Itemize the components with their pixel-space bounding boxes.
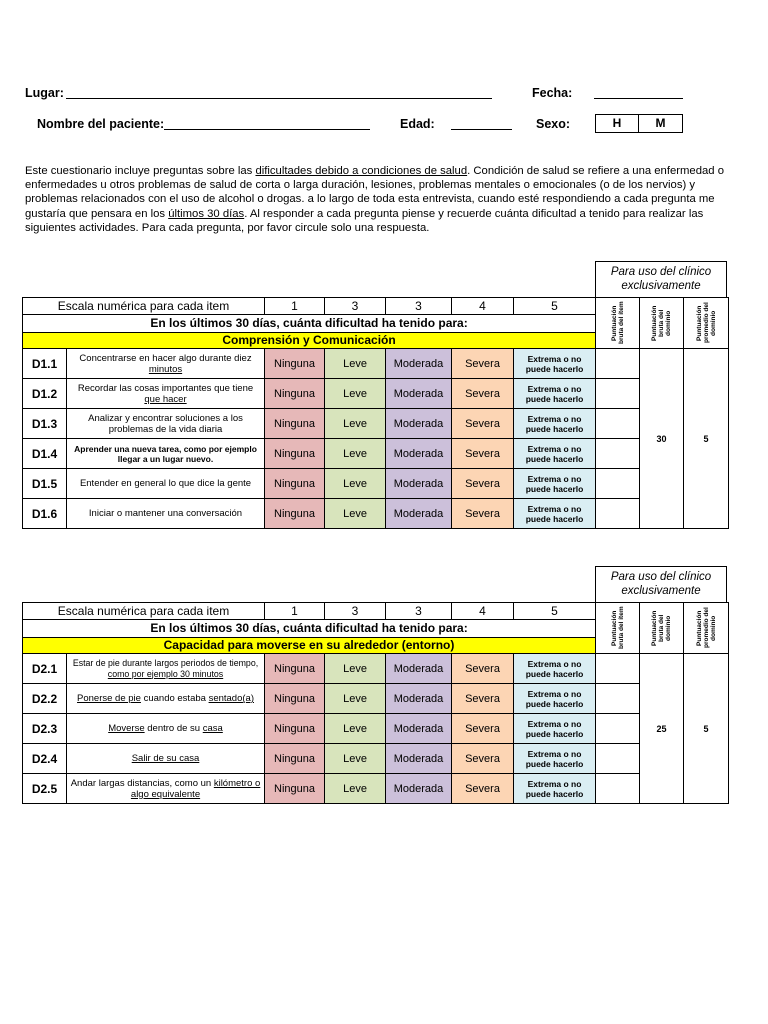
option-extrema[interactable]: Extrema o no puede hacerlo <box>514 409 596 439</box>
item-code: D2.5 <box>23 774 67 804</box>
item-question: Recordar las cosas importantes que tiene que hacer <box>67 379 265 409</box>
table-row <box>23 774 729 804</box>
item-question: Estar de pie durante largos periodos de tiempo, como por ejemplo 30 minutos <box>67 654 265 684</box>
option-leve[interactable]: Leve <box>325 774 386 804</box>
option-ninguna[interactable]: Ninguna <box>265 684 325 714</box>
option-severa[interactable]: Severa <box>452 774 514 804</box>
option-extrema[interactable]: Extrema o no puede hacerlo <box>514 439 596 469</box>
item-code: D1.1 <box>23 349 67 379</box>
domain-raw-score: 30 <box>640 349 684 529</box>
item-score-cell[interactable] <box>596 499 640 529</box>
option-leve[interactable]: Leve <box>325 409 386 439</box>
lugar-label: Lugar: <box>25 86 64 100</box>
domain-avg-score: 5 <box>684 349 729 529</box>
option-severa[interactable]: Severa <box>452 714 514 744</box>
option-moderada[interactable]: Moderada <box>386 499 452 529</box>
option-severa[interactable]: Severa <box>452 684 514 714</box>
section1-table <box>22 297 729 529</box>
table-row <box>23 744 729 774</box>
table-row <box>23 714 729 744</box>
nombre-field[interactable] <box>164 129 370 130</box>
sexo-m-option[interactable]: M <box>638 114 683 133</box>
option-ninguna[interactable]: Ninguna <box>265 654 325 684</box>
scale-num: 5 <box>514 298 596 315</box>
scale-num: 3 <box>325 603 386 620</box>
item-score-cell[interactable] <box>596 349 640 379</box>
domain-raw-score: 25 <box>640 654 684 804</box>
option-ninguna[interactable]: Ninguna <box>265 744 325 774</box>
item-question: Entender en general lo que dice la gente <box>67 469 265 499</box>
edad-label: Edad: <box>400 117 435 131</box>
option-moderada[interactable]: Moderada <box>386 744 452 774</box>
intro-paragraph: Este cuestionario incluye preguntas sobre las dificultades debido a condiciones de salud. Condición de salud se refiere a una enfermedad o enfermedades u otros problemas de salud de corta o larga duración, lesiones, problemas mentales o emocionales (o de los nervios) y problemas relacionados con el uso de alcohol o drogas. a lo largo de toda esta entrevista, cuando esté respondiendo a cada pregunta me gustaría que pensara en los últimos 30 días. Al responder a cada pregunta piense y recuerde cuánta dificultad a tenido para realizar las siguientes actividades. Para cada pregunta, por favor circule solo una respuesta. <box>25 165 724 234</box>
option-moderada[interactable]: Moderada <box>386 654 452 684</box>
option-leve[interactable]: Leve <box>325 744 386 774</box>
item-score-cell[interactable] <box>596 654 640 684</box>
option-ninguna[interactable]: Ninguna <box>265 409 325 439</box>
fecha-field[interactable] <box>594 98 683 99</box>
option-extrema[interactable]: Extrema o no puede hacerlo <box>514 499 596 529</box>
item-question: Ponerse de pie cuando estaba sentado(a) <box>67 684 265 714</box>
item-code: D2.4 <box>23 744 67 774</box>
option-ninguna[interactable]: Ninguna <box>265 499 325 529</box>
option-severa[interactable]: Severa <box>452 654 514 684</box>
option-moderada[interactable]: Moderada <box>386 409 452 439</box>
option-ninguna[interactable]: Ninguna <box>265 439 325 469</box>
option-moderada[interactable]: Moderada <box>386 379 452 409</box>
option-extrema[interactable]: Extrema o no puede hacerlo <box>514 469 596 499</box>
option-ninguna[interactable]: Ninguna <box>265 714 325 744</box>
domain-avg-score: 5 <box>684 654 729 804</box>
nombre-label: Nombre del paciente: <box>37 117 165 131</box>
item-score-cell[interactable] <box>596 774 640 804</box>
option-leve[interactable]: Leve <box>325 684 386 714</box>
scale-num: 3 <box>386 298 452 315</box>
item-code: D2.3 <box>23 714 67 744</box>
scale-label: Escala numérica para cada item <box>23 603 265 620</box>
score-avg-header: Puntuación promedio del dominio <box>684 298 729 349</box>
option-severa[interactable]: Severa <box>452 349 514 379</box>
item-code: D1.4 <box>23 439 67 469</box>
item-question: Iniciar o mantener una conversación <box>67 499 265 529</box>
option-moderada[interactable]: Moderada <box>386 684 452 714</box>
domain-title: Capacidad para moverse en su alrededor (entorno) <box>23 637 596 653</box>
option-extrema[interactable]: Extrema o no puede hacerlo <box>514 714 596 744</box>
option-leve[interactable]: Leve <box>325 654 386 684</box>
option-severa[interactable]: Severa <box>452 744 514 774</box>
since-label: En los últimos 30 días, cuánta dificultad ha tenido para: <box>23 620 596 637</box>
score-domain-header: Puntuación bruta del dominio <box>640 603 684 654</box>
table-row <box>23 349 729 379</box>
table-row <box>23 654 729 684</box>
item-code: D1.3 <box>23 409 67 439</box>
scale-num: 3 <box>386 603 452 620</box>
option-leve[interactable]: Leve <box>325 349 386 379</box>
option-severa[interactable]: Severa <box>452 439 514 469</box>
item-score-cell[interactable] <box>596 714 640 744</box>
item-score-cell[interactable] <box>596 439 640 469</box>
item-question: Concentrarse en hacer algo durante diez minutos <box>67 349 265 379</box>
scale-num: 4 <box>452 298 514 315</box>
item-code: D2.2 <box>23 684 67 714</box>
option-extrema[interactable]: Extrema o no puede hacerlo <box>514 744 596 774</box>
item-code: D2.1 <box>23 654 67 684</box>
option-moderada[interactable]: Moderada <box>386 469 452 499</box>
scale-num: 4 <box>452 603 514 620</box>
item-question: Analizar y encontrar soluciones a los problemas de la vida diaria <box>67 409 265 439</box>
item-question: Salir de su casa <box>67 744 265 774</box>
table-row <box>23 499 729 529</box>
option-moderada[interactable]: Moderada <box>386 774 452 804</box>
option-severa[interactable]: Severa <box>452 499 514 529</box>
since-label: En los últimos 30 días, cuánta dificultad ha tenido para: <box>23 315 596 332</box>
scale-num: 1 <box>265 298 325 315</box>
option-leve[interactable]: Leve <box>325 714 386 744</box>
option-leve[interactable]: Leve <box>325 469 386 499</box>
clinician-note-2: Para uso del clínico exclusivamente <box>595 566 727 603</box>
item-score-cell[interactable] <box>596 684 640 714</box>
table-row <box>23 469 729 499</box>
sexo-h-option[interactable]: H <box>595 114 639 133</box>
option-ninguna[interactable]: Ninguna <box>265 774 325 804</box>
item-code: D1.2 <box>23 379 67 409</box>
option-severa[interactable]: Severa <box>452 469 514 499</box>
option-ninguna[interactable]: Ninguna <box>265 349 325 379</box>
score-domain-header: Puntuación bruta del dominio <box>640 298 684 349</box>
scale-num: 5 <box>514 603 596 620</box>
section2-table <box>22 602 729 804</box>
option-extrema[interactable]: Extrema o no puede hacerlo <box>514 379 596 409</box>
option-leve[interactable]: Leve <box>325 379 386 409</box>
lugar-field[interactable] <box>66 98 492 99</box>
option-extrema[interactable]: Extrema o no puede hacerlo <box>514 654 596 684</box>
table-row <box>23 409 729 439</box>
item-code: D1.6 <box>23 499 67 529</box>
option-moderada[interactable]: Moderada <box>386 714 452 744</box>
option-severa[interactable]: Severa <box>452 379 514 409</box>
option-ninguna[interactable]: Ninguna <box>265 469 325 499</box>
scale-num: 1 <box>265 603 325 620</box>
sexo-label: Sexo: <box>536 117 571 131</box>
score-item-header: Puntuación bruta del ítem <box>596 603 640 654</box>
item-score-cell[interactable] <box>596 469 640 499</box>
item-question: Moverse dentro de su casa <box>67 714 265 744</box>
option-ninguna[interactable]: Ninguna <box>265 379 325 409</box>
option-extrema[interactable]: Extrema o no puede hacerlo <box>514 684 596 714</box>
table-row <box>23 439 729 469</box>
table-row <box>23 684 729 714</box>
item-score-cell[interactable] <box>596 744 640 774</box>
scale-num: 3 <box>325 298 386 315</box>
option-extrema[interactable]: Extrema o no puede hacerlo <box>514 774 596 804</box>
scale-label: Escala numérica para cada item <box>23 298 265 315</box>
option-leve[interactable]: Leve <box>325 499 386 529</box>
item-score-cell[interactable] <box>596 409 640 439</box>
item-code: D1.5 <box>23 469 67 499</box>
item-question: Aprender una nueva tarea, como por ejemplo llegar a un lugar nuevo. <box>67 439 265 469</box>
table-row <box>23 379 729 409</box>
edad-field[interactable] <box>451 129 512 130</box>
option-leve[interactable]: Leve <box>325 439 386 469</box>
option-moderada[interactable]: Moderada <box>386 349 452 379</box>
domain-title: Comprensión y Comunicación <box>23 332 596 348</box>
item-question: Andar largas distancias, como un kilómetro o algo equivalente <box>67 774 265 804</box>
fecha-label: Fecha: <box>532 86 573 100</box>
option-extrema[interactable]: Extrema o no puede hacerlo <box>514 349 596 379</box>
score-avg-header: Puntuación promedio del dominio <box>684 603 729 654</box>
clinician-note-1: Para uso del clínico exclusivamente <box>595 261 727 298</box>
option-severa[interactable]: Severa <box>452 409 514 439</box>
option-moderada[interactable]: Moderada <box>386 439 452 469</box>
item-score-cell[interactable] <box>596 379 640 409</box>
score-item-header: Puntuación bruta del ítem <box>596 298 640 349</box>
